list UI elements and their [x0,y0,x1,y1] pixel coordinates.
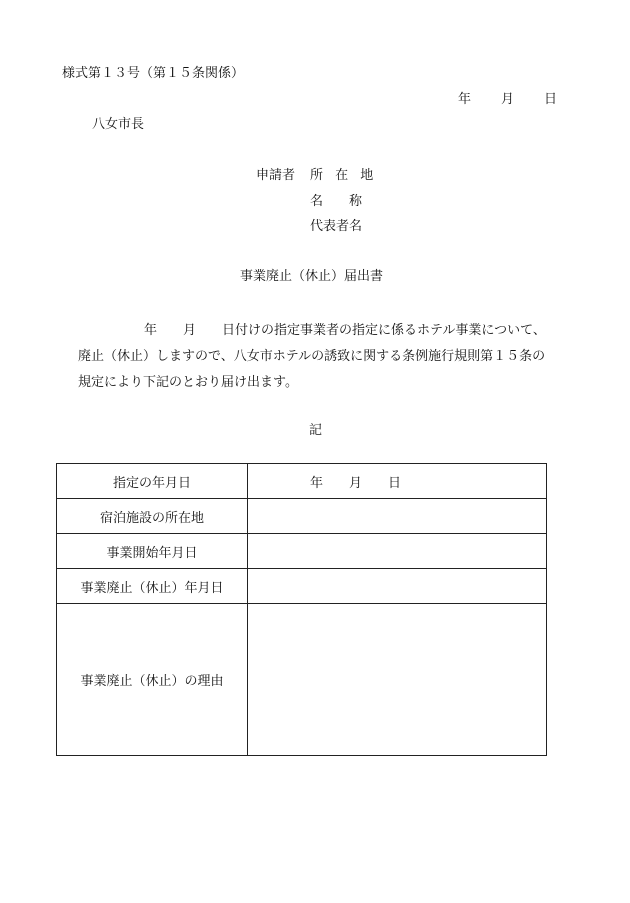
date-year-label: 年 [458,92,472,107]
applicant-label: 申請者 [256,168,296,183]
table-row [57,499,547,534]
address-label: 所 在 地 [310,168,378,183]
date-month-label: 月 [501,92,515,107]
row-label-facility-address: 宿泊施設の所在地 [57,499,248,534]
submission-date [458,88,557,107]
row-value-designation-date[interactable]: 年 月 日 [248,464,547,499]
row-label-closure-date: 事業廃止（休止）年月日 [57,569,248,604]
ki-heading: 記 [309,423,323,438]
table-row [57,534,547,569]
document-title: 事業廃止（休止）届出書 [240,269,384,284]
row-label-designation-date: 指定の年月日 [57,464,248,499]
row-value-start-date[interactable] [248,534,547,569]
row-label-closure-reason: 事業廃止（休止）の理由 [57,604,248,756]
row-value-closure-reason[interactable] [248,604,547,756]
date-day-label: 日 [544,92,558,107]
table-row [57,569,547,604]
representative-label: 代表者名 [310,219,363,234]
table-row [57,464,547,499]
body-line-2: 廃止（休止）しますので、八女市ホテルの誘致に関する条例施行規則第１５条の [78,349,546,364]
name-label: 名 称 [310,194,363,209]
form-number: 様式第１３号（第１５条関係） [62,66,245,81]
row-value-closure-date[interactable] [248,569,547,604]
body-line-3: 規定により下記のとおり届け出ます。 [78,375,298,390]
row-label-start-date: 事業開始年月日 [57,534,248,569]
body-line-1: 年 月 日付けの指定事業者の指定に係るホテル事業について、 [144,323,546,338]
row-value-facility-address[interactable] [248,499,547,534]
table-row [57,604,547,756]
body-text [78,318,578,396]
info-table [56,463,547,756]
addressee: 八女市長 [92,117,145,132]
